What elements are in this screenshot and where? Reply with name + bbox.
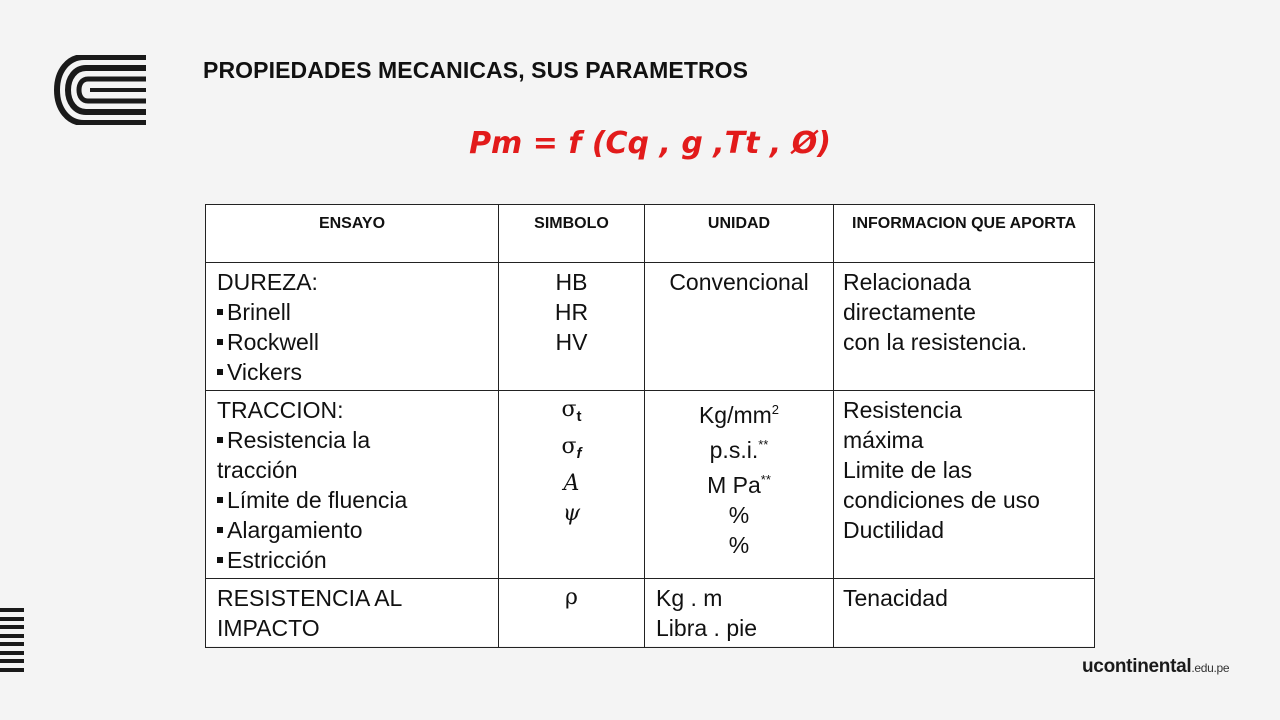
symbol: A — [563, 471, 580, 496]
unit: % — [728, 502, 750, 528]
header-unidad: UNIDAD — [645, 205, 834, 263]
symbol: ψ — [562, 501, 581, 526]
info-line: con la resistencia. — [843, 329, 1028, 355]
unit: $Kg/mm^2$ — [698, 402, 780, 428]
ensayo-cell — [206, 391, 499, 579]
symbol: $\sigma_t$ — [561, 397, 582, 425]
symbol: HV — [555, 329, 588, 355]
simbolo-cell — [499, 579, 645, 648]
simbolo-cell — [499, 263, 645, 391]
unit: % — [728, 532, 750, 558]
brand-name: ucontinental — [1082, 656, 1192, 677]
side-stripes-icon — [0, 608, 24, 676]
informacion-cell — [834, 391, 1095, 579]
info-line: Ductilidad — [843, 517, 944, 543]
bullet-icon — [217, 339, 223, 345]
list-item: Vickers — [217, 357, 490, 387]
bullet-icon — [217, 437, 223, 443]
table-row — [206, 263, 1095, 391]
table-header-row — [206, 205, 1095, 263]
info-line: condiciones de uso — [843, 487, 1040, 513]
list-item: Rockwell — [217, 327, 490, 357]
informacion-cell — [834, 263, 1095, 391]
ensayo-cell — [206, 263, 499, 391]
page-title: PROPIEDADES MECANICAS, SUS PARAMETROS — [203, 57, 749, 83]
bullet-icon — [217, 527, 223, 533]
header-informacion: INFORMACION QUE APORTA — [834, 205, 1095, 263]
info-line: directamente — [843, 299, 976, 325]
ensayo-title-line2: IMPACTO — [217, 615, 320, 641]
ensayo-title: RESISTENCIA AL — [217, 585, 403, 611]
header-simbolo: SIMBOLO — [499, 205, 645, 263]
symbol: $\sigma_f$ — [561, 434, 582, 462]
unit: Convencional — [669, 269, 809, 295]
info-line: máxima — [843, 427, 924, 453]
unidad-cell — [645, 263, 834, 391]
bullet-icon — [217, 557, 223, 563]
brand-domain: .edu.pe — [1191, 661, 1230, 675]
ensayo-cell — [206, 579, 499, 648]
bullet-icon — [217, 497, 223, 503]
table-row — [206, 391, 1095, 579]
list-item: Estricción — [217, 545, 490, 575]
unit: p.s.i.** — [709, 437, 769, 463]
informacion-cell — [834, 579, 1095, 648]
list-item: Alargamiento — [217, 515, 490, 545]
info-line: Relacionada — [843, 269, 971, 295]
symbol: HR — [554, 299, 589, 325]
properties-table — [205, 204, 1094, 646]
list-item: Límite de fluencia — [217, 485, 490, 515]
unidad-cell — [645, 579, 834, 648]
info-line: Limite de las — [843, 457, 973, 483]
continental-logo-icon — [54, 55, 148, 125]
bullet-icon — [217, 369, 223, 375]
symbol: HB — [555, 269, 588, 295]
header-ensayo: ENSAYO — [206, 205, 499, 263]
bullet-icon — [217, 309, 223, 315]
formula: Pm = f (Cq , g ,Tt , Ø) — [469, 126, 831, 161]
symbol: ρ — [565, 585, 578, 610]
info-line: Tenacidad — [843, 585, 948, 611]
unit: M Pa** — [707, 472, 771, 498]
ensayo-title: TRACCION: — [217, 397, 344, 423]
unit: Kg . m — [656, 585, 723, 611]
list-item: Brinell — [217, 297, 490, 327]
list-item: Resistencia la — [217, 425, 490, 455]
ensayo-title: DUREZA: — [217, 269, 318, 295]
unit: Libra . pie — [656, 615, 758, 641]
simbolo-cell — [499, 391, 645, 579]
list-item-continued: tracción — [217, 457, 298, 483]
brand-logo — [1082, 656, 1229, 678]
table-row — [206, 579, 1095, 648]
info-line: Resistencia — [843, 397, 962, 423]
unidad-cell — [645, 391, 834, 579]
